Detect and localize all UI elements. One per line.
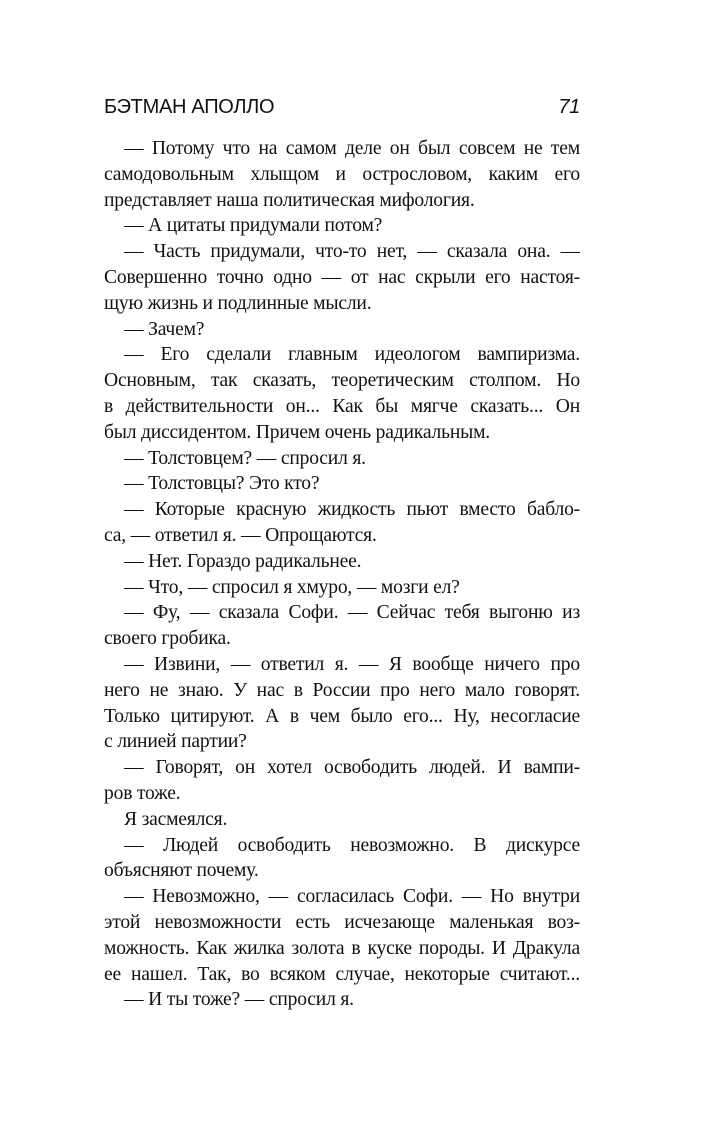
- text-line: — Людей освободить невозможно. В дискурсе: [124, 834, 580, 856]
- text-line: в действительности он... Как бы мягче сказать... Он: [104, 395, 580, 417]
- text-line: представляет наша политическая мифология.: [104, 189, 475, 211]
- text-line: — Говорят, он хотел освободить людей. И вампи-: [124, 757, 580, 779]
- text-line: можность. Как жилка золота в куске породы. И Дракула: [104, 937, 580, 959]
- body-text: [104, 136, 580, 1013]
- text-line: с линией партии?: [104, 731, 247, 753]
- text-line: ее нашел. Так, во всяком случае, некоторые считают...: [104, 963, 580, 985]
- text-line: — Его сделали главным идеологом вампиризма.: [124, 344, 580, 366]
- text-line: объясняют почему.: [104, 860, 259, 882]
- text-line: Только цитируют. А в чем было его... Ну, несогласие: [104, 705, 580, 727]
- running-head: [104, 96, 580, 136]
- text-line: — Извини, — ответил я. — Я вообще ничего про: [124, 653, 580, 675]
- text-line: щую жизнь и подлинные мысли.: [104, 292, 372, 314]
- text-line: — Которые красную жидкость пьют вместо бабло-: [124, 499, 580, 521]
- text-line: Я засмеялся.: [124, 808, 228, 830]
- text-line: этой невозможности есть исчезающе маленькая воз-: [104, 911, 580, 933]
- text-line: Совершенно точно одно — от нас скрыли его настоя-: [104, 266, 580, 288]
- text-line: — А цитаты придумали потом?: [124, 215, 383, 237]
- text-line: Основным, так сказать, теоретическим столпом. Но: [104, 370, 580, 392]
- text-line: са, — ответил я. — Опрощаются.: [104, 524, 377, 546]
- text-line: — Часть придумали, что-то нет, — сказала она. —: [124, 241, 580, 263]
- text-line: — Нет. Гораздо радикальнее.: [124, 550, 362, 572]
- text-line: — Зачем?: [124, 318, 205, 340]
- text-line: — И ты тоже? — спросил я.: [124, 989, 354, 1011]
- text-line: него не знаю. У нас в России про него мало говорят.: [104, 679, 580, 701]
- text-line: — Толстовцем? — спросил я.: [124, 447, 366, 469]
- text-line: — Невозможно, — согласилась Софи. — Но внутри: [124, 886, 580, 908]
- text-line: — Что, — спросил я хмуро, — мозги ел?: [124, 576, 460, 598]
- text-line: — Толстовцы? Это кто?: [124, 473, 320, 495]
- text-line: — Потому что на самом деле он был совсем не тем: [124, 138, 580, 159]
- running-title: БЭТМАН АПОЛЛО: [104, 96, 275, 118]
- page-number: 71: [558, 96, 580, 118]
- text-line: был диссидентом. Причем очень радикальным.: [104, 421, 490, 443]
- text-line: самодовольным хлыщом и острословом, каким его: [104, 163, 580, 185]
- text-line: — Фу, — сказала Софи. — Сейчас тебя выгоню из: [124, 602, 580, 624]
- text-line: ров тоже.: [104, 782, 181, 804]
- book-page: [104, 96, 580, 1013]
- text-line: своего гробика.: [104, 628, 231, 650]
